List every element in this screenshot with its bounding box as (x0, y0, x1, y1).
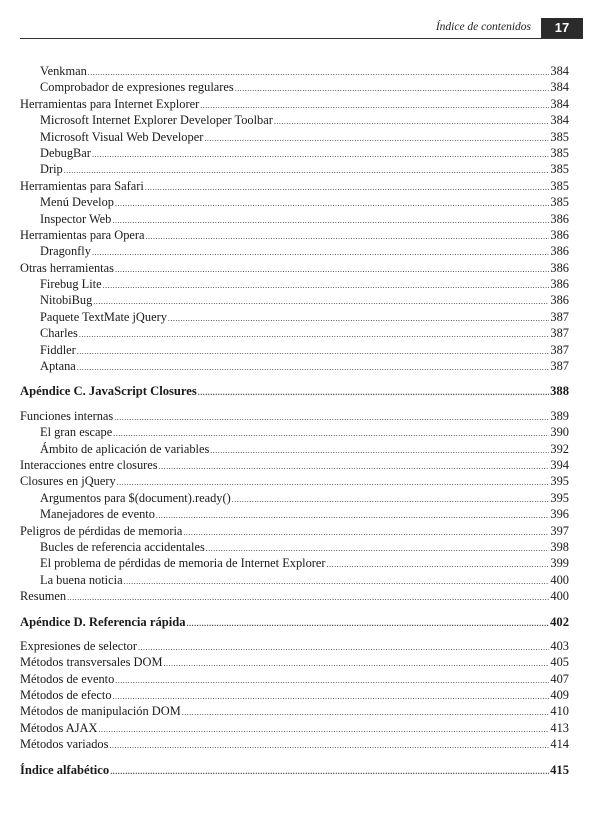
dot-leader (183, 528, 549, 537)
dot-leader (92, 150, 549, 159)
section-spacer (20, 375, 569, 384)
toc-entry-label: El problema de pérdidas de memoria de Internet Explorer (40, 556, 326, 571)
page-header (20, 18, 583, 42)
dot-leader (110, 767, 549, 776)
toc-entry (20, 540, 569, 556)
toc-entry (20, 343, 569, 359)
heading-spacer (20, 401, 569, 409)
toc-entry-label: Inspector Web (40, 211, 112, 226)
toc-entry (20, 425, 569, 441)
toc-entry (20, 672, 569, 688)
toc-entry-label: Apéndice C. JavaScript Closures (20, 384, 197, 399)
toc-entry-page: 385 (550, 162, 569, 177)
dot-leader (182, 708, 550, 717)
toc-entry-page: 385 (550, 145, 569, 160)
toc-entry (20, 244, 569, 260)
dot-leader (112, 216, 549, 225)
dot-leader (115, 265, 549, 274)
toc-entry-label: La buena noticia (40, 572, 123, 587)
section-spacer (20, 606, 569, 615)
dot-leader (198, 388, 549, 397)
toc-entry-label: Firebug Lite (40, 277, 102, 292)
toc-entry-label: Herramientas para Internet Explorer (20, 96, 200, 111)
toc-entry-label: Drip (40, 162, 63, 177)
dot-leader (115, 199, 549, 208)
toc-entry-label: Apéndice D. Referencia rápida (20, 614, 186, 629)
toc-entry-label: Otras herramientas (20, 260, 114, 275)
toc-entry-label: Funciones internas (20, 408, 114, 423)
toc-entry-page: 390 (550, 425, 569, 440)
dot-leader (103, 281, 550, 290)
toc-entry (20, 491, 569, 507)
dot-leader (77, 363, 550, 372)
toc-entry (20, 573, 569, 589)
toc-entry (20, 655, 569, 671)
toc-entry-page: 387 (550, 326, 569, 341)
toc-entry-label: Comprobador de expresiones regulares (40, 80, 234, 95)
toc-entry-page: 387 (550, 342, 569, 357)
toc-entry-page: 386 (550, 244, 569, 259)
dot-leader (113, 429, 549, 438)
toc-entry-page: 384 (550, 96, 569, 111)
toc-entry-label: Interacciones entre closures (20, 457, 158, 472)
toc-entry (20, 524, 569, 540)
toc-entry-page: 397 (550, 523, 569, 538)
toc-entry (20, 310, 569, 326)
toc-entry-label: Fiddler (40, 342, 76, 357)
toc-entry-page: 385 (550, 129, 569, 144)
toc-entry (20, 442, 569, 458)
dot-leader (109, 741, 549, 750)
dot-leader (274, 117, 550, 126)
toc-entry-page: 386 (550, 227, 569, 242)
dot-leader (64, 166, 550, 175)
toc-entry-label: Argumentos para $(document).ready() (40, 490, 231, 505)
toc-entry-page: 395 (550, 474, 569, 489)
toc-entry-page: 388 (550, 384, 569, 399)
toc-entry-page: 402 (550, 614, 569, 629)
toc-entry-page: 386 (550, 293, 569, 308)
toc-entry-label: Charles (40, 326, 78, 341)
toc-entry-page: 384 (550, 113, 569, 128)
toc-entry-label: Dragonfly (40, 244, 91, 259)
toc-entry-label: Índice alfabético (20, 762, 110, 777)
toc-entry-page: 385 (550, 178, 569, 193)
dot-leader (98, 725, 549, 734)
toc-entry (20, 261, 569, 277)
toc-entry (20, 80, 569, 96)
dot-leader (206, 544, 550, 553)
toc-entry-label: Menú Develop (40, 195, 114, 210)
toc-entry (20, 474, 569, 490)
heading-spacer (20, 631, 569, 639)
dot-leader (163, 659, 549, 668)
running-header-title: Índice de contenidos (435, 21, 531, 33)
header-rule (20, 38, 583, 39)
toc-entry (20, 409, 569, 425)
dot-leader (156, 511, 549, 520)
toc-section-heading (20, 615, 569, 631)
table-of-contents (20, 64, 569, 779)
dot-leader (115, 676, 549, 685)
toc-entry-page: 385 (550, 195, 569, 210)
toc-entry (20, 97, 569, 113)
toc-entry-label: Paquete TextMate jQuery (40, 309, 167, 324)
toc-entry (20, 556, 569, 572)
toc-entry-page: 386 (550, 277, 569, 292)
toc-entry-label: Métodos AJAX (20, 720, 98, 735)
section-spacer (20, 754, 569, 763)
toc-entry (20, 195, 569, 211)
toc-entry-label: Herramientas para Safari (20, 178, 144, 193)
page-number-badge: 17 (541, 18, 583, 38)
toc-entry-page: 400 (550, 589, 569, 604)
toc-entry-label: Aptana (40, 359, 76, 374)
toc-entry-page: 389 (550, 408, 569, 423)
toc-entry (20, 359, 569, 375)
dot-leader (145, 183, 550, 192)
toc-entry-page: 384 (550, 80, 569, 95)
toc-entry-label: Métodos de evento (20, 671, 115, 686)
toc-entry (20, 704, 569, 720)
toc-entry-page: 403 (550, 638, 569, 653)
toc-entry-page: 413 (550, 720, 569, 735)
toc-entry (20, 228, 569, 244)
toc-entry-page: 398 (550, 539, 569, 554)
dot-leader (159, 462, 550, 471)
toc-entry-page: 407 (550, 671, 569, 686)
dot-leader (187, 619, 550, 628)
toc-entry-label: Peligros de pérdidas de memoria (20, 523, 183, 538)
toc-entry (20, 458, 569, 474)
toc-entry-page: 405 (550, 655, 569, 670)
toc-entry (20, 64, 569, 80)
dot-leader (138, 643, 549, 652)
toc-entry-page: 387 (550, 359, 569, 374)
toc-entry-page: 410 (550, 704, 569, 719)
toc-entry-page: 409 (550, 688, 569, 703)
dot-leader (117, 478, 550, 487)
toc-entry (20, 162, 569, 178)
toc-entry-label: Expresiones de selector (20, 638, 137, 653)
dot-leader (88, 68, 550, 77)
toc-entry-label: DebugBar (40, 145, 91, 160)
toc-entry-label: Ámbito de aplicación de variables (40, 441, 210, 456)
toc-entry (20, 293, 569, 309)
toc-entry (20, 507, 569, 523)
toc-entry-label: Bucles de referencia accidentales (40, 539, 205, 554)
dot-leader (146, 232, 550, 241)
toc-entry-label: Métodos variados (20, 737, 109, 752)
toc-entry-page: 400 (550, 572, 569, 587)
dot-leader (93, 297, 549, 306)
toc-entry-label: Métodos transversales DOM (20, 655, 163, 670)
toc-entry-label: Microsoft Visual Web Developer (40, 129, 204, 144)
dot-leader (77, 347, 550, 356)
toc-entry (20, 146, 569, 162)
toc-entry (20, 179, 569, 195)
dot-leader (114, 413, 549, 422)
dot-leader (168, 314, 550, 323)
toc-section-heading (20, 384, 569, 400)
toc-section-heading (20, 763, 569, 779)
toc-entry-label: Resumen (20, 589, 67, 604)
dot-leader (204, 134, 549, 143)
toc-entry-label: Microsoft Internet Explorer Developer Toolbar (40, 113, 273, 128)
toc-entry-page: 415 (550, 762, 569, 777)
toc-entry-page: 386 (550, 211, 569, 226)
dot-leader (79, 330, 550, 339)
toc-entry-page: 395 (550, 490, 569, 505)
dot-leader (235, 84, 550, 93)
dot-leader (113, 692, 550, 701)
toc-entry (20, 326, 569, 342)
toc-entry-page: 399 (550, 556, 569, 571)
toc-entry-page: 414 (550, 737, 569, 752)
toc-entry-page: 384 (550, 64, 569, 78)
toc-entry-label: El gran escape (40, 425, 113, 440)
toc-entry (20, 589, 569, 605)
toc-entry (20, 277, 569, 293)
toc-entry-page: 387 (550, 309, 569, 324)
toc-entry-label: Herramientas para Opera (20, 227, 145, 242)
toc-entry (20, 737, 569, 753)
dot-leader (124, 577, 550, 586)
toc-entry-page: 396 (550, 507, 569, 522)
toc-entry (20, 721, 569, 737)
dot-leader (67, 593, 549, 602)
toc-entry-label: Métodos de efecto (20, 688, 112, 703)
dot-leader (210, 446, 549, 455)
toc-entry (20, 113, 569, 129)
toc-entry-label: Métodos de manipulación DOM (20, 704, 181, 719)
toc-entry-label: NitobiBug (40, 293, 93, 308)
dot-leader (200, 101, 549, 110)
toc-entry-label: Venkman (40, 64, 87, 78)
toc-entry (20, 688, 569, 704)
toc-entry (20, 212, 569, 228)
toc-entry (20, 639, 569, 655)
toc-entry-page: 394 (550, 457, 569, 472)
toc-entry-page: 392 (550, 441, 569, 456)
dot-leader (327, 560, 550, 569)
dot-leader (92, 248, 549, 257)
toc-entry (20, 130, 569, 146)
toc-entry-label: Closures en jQuery (20, 474, 116, 489)
toc-entry-page: 386 (550, 260, 569, 275)
dot-leader (232, 495, 550, 504)
toc-entry-label: Manejadores de evento (40, 507, 155, 522)
